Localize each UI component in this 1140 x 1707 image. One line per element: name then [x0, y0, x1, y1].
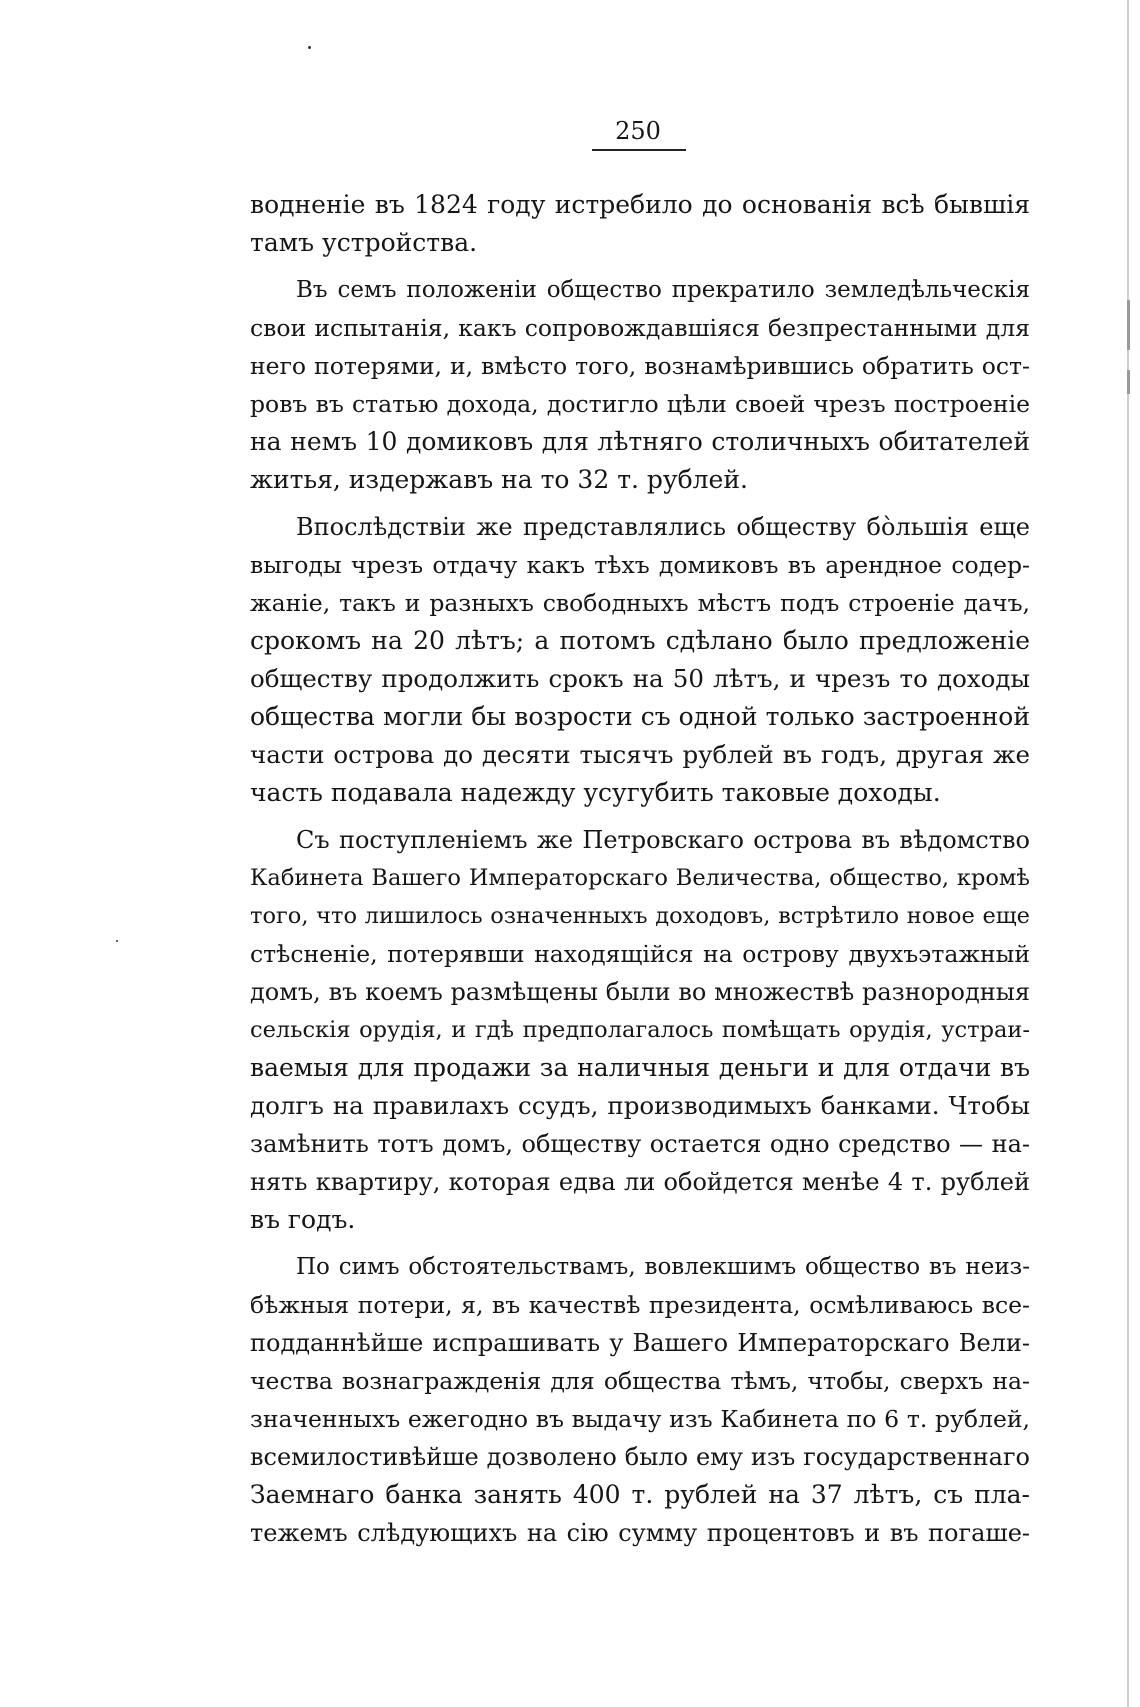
text-line: житья, издержавъ на то 32 т. рублей. — [250, 465, 748, 494]
text-line: домъ, въ коемъ размѣщены были во множествѣ разнородныя — [250, 978, 1030, 1006]
text-line: Заемнаго банка занять 400 т. рублей на 37 лѣтъ, съ пла- — [250, 1480, 1030, 1509]
text-line: нять квартиру, которая едва ли обойдется менѣе 4 т. рублей — [250, 1168, 1030, 1196]
text-line: всемилостивѣйше дозволено было ему изъ государственнаго — [250, 1443, 1030, 1471]
scan-speck — [308, 46, 311, 49]
text-line: замѣнить тотъ домъ, обществу остается одно средство — на- — [250, 1130, 1030, 1158]
text-line: бѣжныя потери, я, въ качествѣ президента, осмѣливаюсь все- — [250, 1291, 1030, 1319]
text-line: на немъ 10 домиковъ для лѣтняго столичныхъ обитателей — [250, 427, 1030, 456]
scan-speck — [116, 940, 118, 942]
scan-edge-mark — [1127, 370, 1130, 394]
scan-edge-mark — [1127, 300, 1130, 350]
text-line: водненіе въ 1824 году истребило до основанія всѣ бывшія — [250, 190, 1030, 219]
text-line: ровъ въ статью дохода, достигло цѣли своей чрезъ построеніе — [250, 390, 1030, 418]
text-line: общества могли бы возрости съ одной только застроенной — [250, 702, 1030, 731]
text-line: части острова до десяти тысячъ рублей въ годъ, другая же — [250, 740, 1030, 769]
body-text — [250, 186, 1030, 1552]
text-line: срокомъ на 20 лѣтъ; а потомъ сдѣлано было предложеніе — [250, 626, 1030, 655]
text-line: въ годъ. — [250, 1205, 356, 1234]
text-line: ваемыя для продажи за наличныя деньги и для отдачи въ — [250, 1053, 1030, 1082]
text-line: значенныхъ ежегодно въ выдачу изъ Кабинета по 6 т. рублей, — [250, 1405, 1030, 1433]
paragraph-start-line: Впослѣдствіи же представлялись обществу бо̀льшія еще — [296, 513, 1030, 541]
paragraph-start-line: Въ семъ положеніи общество прекратило земледѣльческія — [296, 277, 1030, 303]
text-line: того, что лишилось означенныхъ доходовъ, встрѣтило новое еще — [250, 903, 1030, 929]
text-line: обществу продолжить срокъ на 50 лѣтъ, и чрезъ то доходы — [250, 664, 1030, 693]
text-line: него потерями, и, вмѣсто того, вознамѣрившись обратить ост- — [250, 352, 1030, 380]
text-line: сельскія орудія, и гдѣ предполагалось помѣщать орудія, устраи- — [250, 1017, 1030, 1043]
text-line: жаніе, такъ и разныхъ свободныхъ мѣстъ подъ строеніе дачъ, — [250, 589, 1030, 617]
page-number: 250 — [615, 117, 661, 145]
text-line: Кабинета Вашего Императорскаго Величества, общество, кромѣ — [250, 865, 1030, 891]
text-line: тежемъ слѣдующихъ на сію сумму процентовъ и въ погаше- — [250, 1519, 1030, 1547]
text-line: часть подавала надежду усугубить таковые доходы. — [250, 778, 941, 807]
text-line: тамъ устройства. — [250, 228, 478, 257]
text-line: стѣсненіе, потерявши находящійся на острову двухъэтажный — [250, 940, 1030, 968]
page-number-underline — [592, 149, 686, 151]
text-line: выгоды чрезъ отдачу какъ тѣхъ домиковъ въ арендное содер- — [250, 551, 1030, 579]
paragraph-start-line: По симъ обстоятельствамъ, вовлекшимъ общество въ неиз- — [296, 1254, 1030, 1280]
text-line: чества вознагражденія для общества тѣмъ, чтобы, сверхъ на- — [250, 1367, 1030, 1395]
scan-edge-line — [1127, 0, 1129, 1707]
text-line: долгъ на правилахъ ссудъ, производимыхъ банками. Чтобы — [250, 1091, 1030, 1120]
text-line: подданнѣйше испрашивать у Вашего Императорскаго Вели- — [250, 1329, 1030, 1357]
text-line: свои испытанія, какъ сопровождавшіяся безпрестанными для — [250, 314, 1030, 342]
paragraph-start-line: Съ поступленіемъ же Петровскаго острова въ вѣдомство — [296, 826, 1030, 854]
